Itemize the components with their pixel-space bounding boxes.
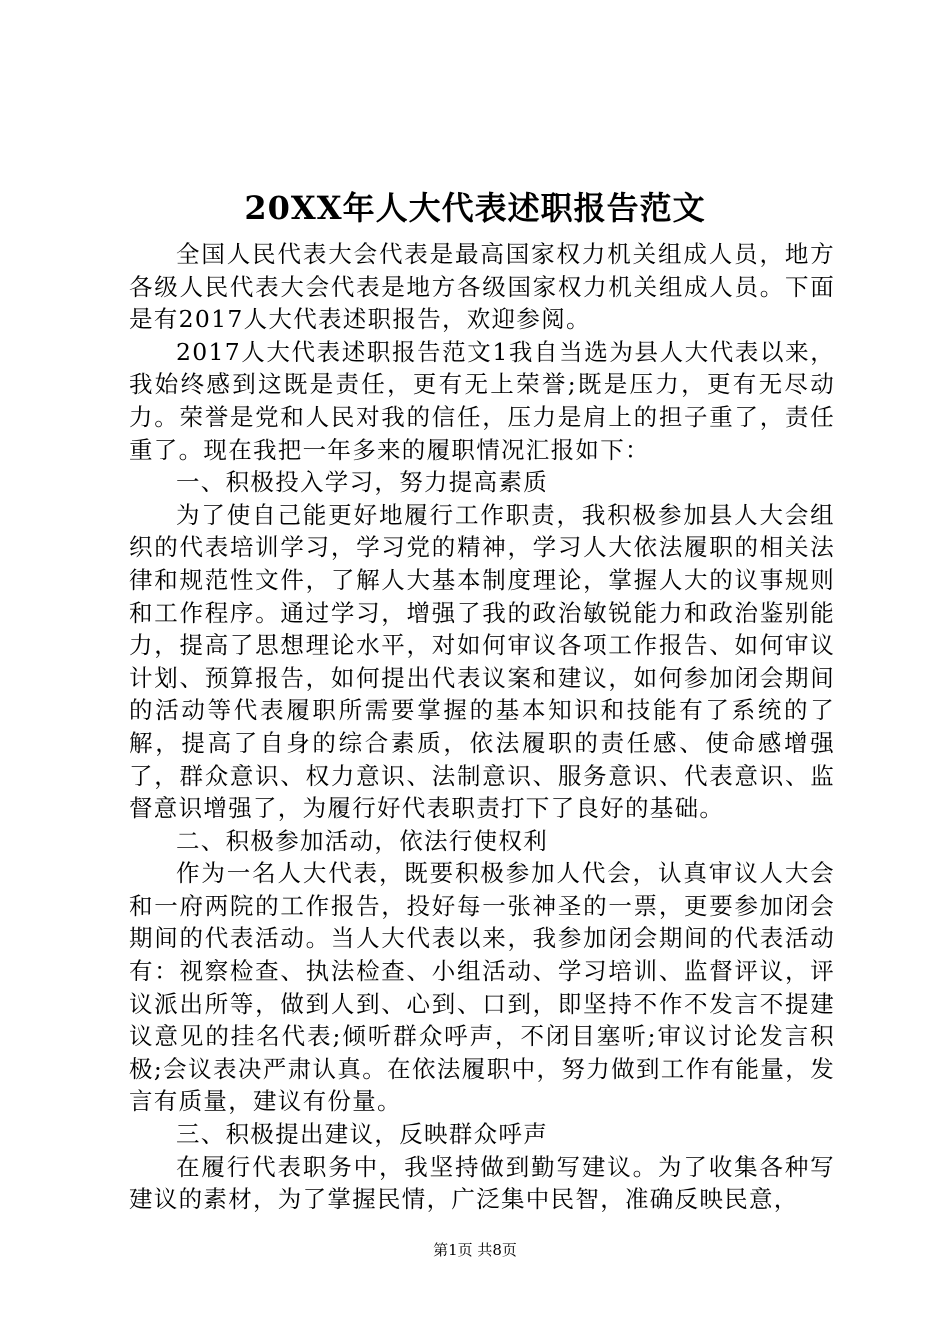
- document-title: 20XX年人大代表述职报告范文: [244, 189, 706, 227]
- section-heading-3: 三、积极提出建议，反映群众呼声: [176, 1120, 548, 1149]
- document-body: [129, 238, 835, 1216]
- opening-paragraph: 2017人大代表述职报告范文1我自当选为县人大代表以来，我始终感到这既是责任，更有无上荣誉;既是压力，更有无尽动力。荣誉是党和人民对我的信任，压力是肩上的担子重了，责任重了。现在我把一年多来的履职情况汇报如下：: [129, 337, 835, 464]
- section-text-2: 作为一名人大代表，既要积极参加人代会，认真审议人大会和一府两院的工作报告，投好每一张神圣的一票，更要参加闭会期间的代表活动。当人大代表以来，我参加闭会期间的代表活动有：视察检查、执法检查、小组活动、学习培训、监督评议，评议派出所等，做到人到、心到、口到，即坚持不作不发言不提建议意见的挂名代表;倾听群众呼声，不闭目塞听;审议讨论发言积极;会议表决严肃认真。在依法履职中，努力做到工作有能量，发言有质量，建议有份量。: [129, 859, 835, 1116]
- page-number-footer: 第1页 共8页: [433, 1241, 517, 1259]
- section-heading-2: 二、积极参加活动，依法行使权利: [176, 826, 548, 855]
- section-text-1: 为了使自己能更好地履行工作职责，我积极参加县人大会组织的代表培训学习，学习党的精神，学习人大依法履职的相关法律和规范性文件，了解人大基本制度理论，掌握人大的议事规则和工作程序。通过学习，增强了我的政治敏锐能力和政治鉴别能力，提高了思想理论水平，对如何审议各项工作报告、如何审议计划、预算报告，如何提出代表议案和建议，如何参加闭会期间的活动等代表履职所需要掌握的基本知识和技能有了系统的了解，提高了自身的综合素质，依法履职的责任感、使命感增强了，群众意识、权力意识、法制意识、服务意识、代表意识、监督意识增强了，为履行好代表职责打下了良好的基础。: [129, 500, 835, 823]
- section-heading-1: 一、积极投入学习，努力提高素质: [176, 468, 548, 497]
- section-text-3: 在履行代表职务中，我坚持做到勤写建议。为了收集各种写建议的素材，为了掌握民情，广泛集中民智，准确反映民意，: [129, 1152, 835, 1214]
- intro-paragraph: 全国人民代表大会代表是最高国家权力机关组成人员，地方各级人民代表大会代表是地方各级国家权力机关组成人员。下面是有2017人大代表述职报告，欢迎参阅。: [129, 240, 835, 334]
